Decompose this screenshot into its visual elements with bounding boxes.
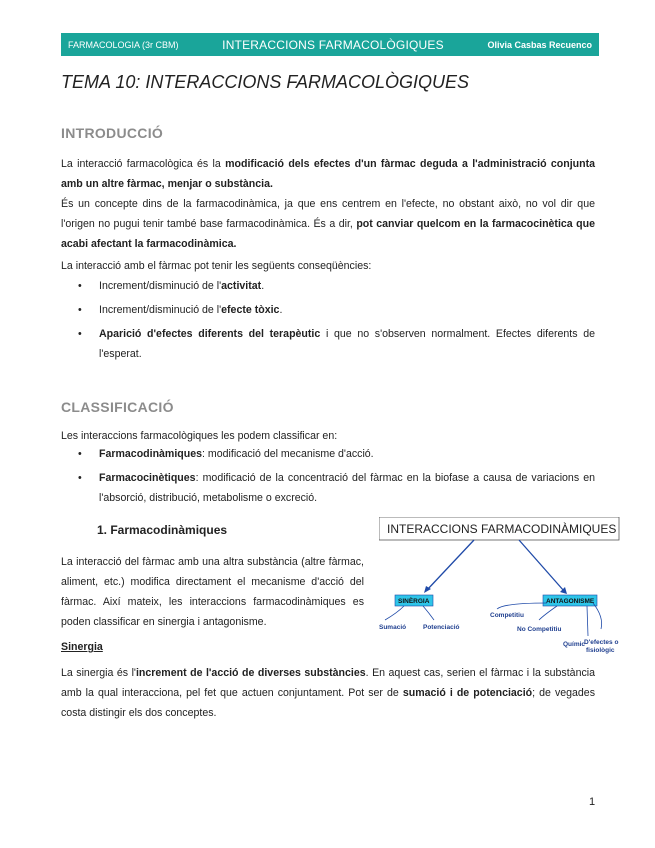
arrow-sumacio bbox=[385, 606, 404, 620]
diagram-title: INTERACCIONS FARMACODINÀMIQUES bbox=[387, 522, 617, 536]
sinergia-label: SINÈRGIA bbox=[398, 598, 430, 605]
list-item: • Farmacodinàmiques: modificació del mecanisme d'acció. bbox=[78, 444, 595, 464]
intro-paragraph-1: La interacció farmacològica és la modificació dels efectes d'un fàrmac deguda a l'administració conjunta amb un altre fàrmac, menjar o substància. bbox=[61, 158, 595, 190]
competitiu-label: Competitiu bbox=[490, 612, 524, 619]
page-number: 1 bbox=[589, 796, 596, 808]
consequences-list bbox=[78, 276, 595, 368]
heading-classificacio: CLASSIFICACIÓ bbox=[61, 399, 174, 415]
heading-introduccio: INTRODUCCIÓ bbox=[61, 125, 164, 141]
classification-list bbox=[78, 444, 595, 512]
section-heading-farmacodinamiques: 1. Farmacodinàmiques bbox=[97, 523, 228, 537]
header-topic: INTERACCIONS FARMACOLÒGIQUES bbox=[222, 37, 444, 52]
potenciacio-label: Potenciació bbox=[423, 624, 460, 631]
arrow-to-sinergia bbox=[427, 540, 474, 590]
arrow-competitiu bbox=[497, 603, 547, 609]
header-author: Olivia Casbas Recuenco bbox=[487, 39, 592, 50]
arrow-quimic bbox=[587, 606, 588, 636]
document-title: TEMA 10: INTERACCIONS FARMACOLÒGIQUES bbox=[61, 72, 470, 92]
quimic-label: Químic bbox=[563, 641, 586, 648]
antagonisme-label: ANTAGONISME bbox=[546, 598, 595, 605]
arrow-potenciacio bbox=[423, 606, 434, 620]
interactions-diagram bbox=[379, 517, 625, 657]
list-item: • Increment/disminució de l'activitat. bbox=[78, 276, 595, 296]
intro-paragraph-3: La interacció amb el fàrmac pot tenir les següents conseqüències: bbox=[61, 260, 372, 272]
farmacodinamiques-paragraph: La interacció del fàrmac amb una altra substància (altre fàrmac, aliment, etc.) modifica directament el mecanisme d'acció del fàrmac. Així mateix, les interaccions farmacodinàmiques es poden classificar en sinergia i antagonisme. bbox=[61, 556, 364, 628]
sinergia-heading: Sinergia bbox=[61, 641, 103, 653]
page-header bbox=[61, 33, 599, 56]
list-item: • Increment/disminució de l'efecte tòxic. bbox=[78, 300, 595, 320]
defectes-label-1: D'efectes o bbox=[584, 639, 619, 646]
list-item: • Aparició d'efectes diferents del terapèutic i que no s'observen normalment. Efectes diferents de l'esperat. bbox=[78, 324, 595, 364]
arrow-to-antagonisme bbox=[519, 540, 564, 591]
arrow-no-competitiu bbox=[539, 606, 557, 620]
header-course: FARMACOLOGIA (3r CBM) bbox=[68, 39, 179, 50]
classif-paragraph: Les interaccions farmacològiques les podem classificar en: bbox=[61, 430, 338, 442]
intro-paragraph-2: És un concepte dins de la farmacodinàmica, ja que ens centrem en l'efecte, no obstant això, no vol dir que l'origen no pugui tenir també base farmacodinàmica. És a dir, pot canviar quelcom en la farmacocinètica que acabi afectant la farmacodinàmica. bbox=[61, 198, 595, 250]
list-item: • Farmacocinètiques: modificació de la concentració del fàrmac en la biofase a causa de variacions en l'absorció, distribució, metabolisme o excreció. bbox=[78, 468, 595, 508]
arrow-defectes bbox=[593, 603, 602, 629]
sinergia-paragraph: La sinergia és l'increment de l'acció de diverses substàncies. En aquest cas, serien el fàrmac i la substància amb la qual interacciona, pel fet que actuen conjuntament. Pot ser de sumació i de potenciació; de vegades costa distingir els dos conceptes. bbox=[61, 667, 596, 719]
defectes-label-2: fisiològic bbox=[586, 647, 615, 654]
sumacio-label: Sumació bbox=[379, 624, 407, 631]
no-competitiu-label: No Competitiu bbox=[517, 626, 562, 633]
